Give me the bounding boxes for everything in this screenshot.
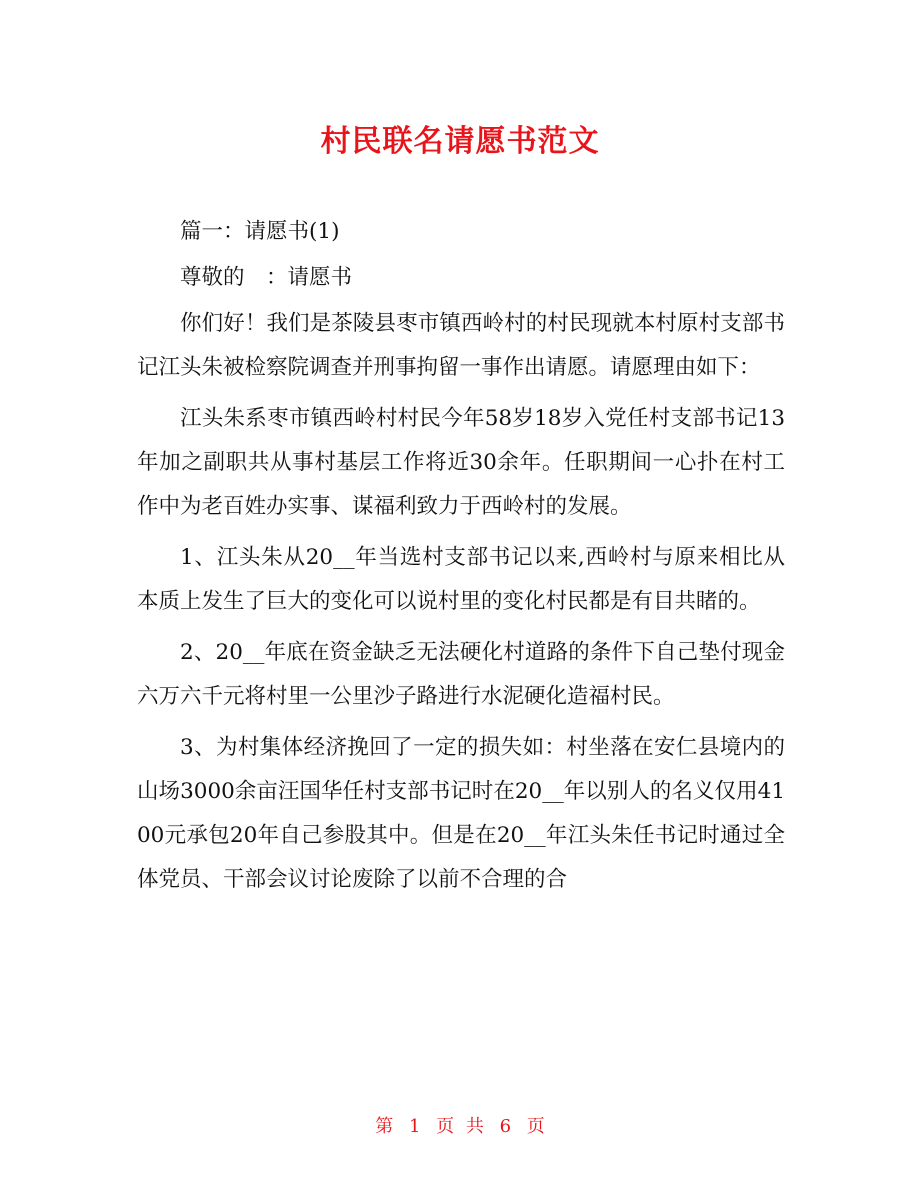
footer-prefix: 第 (375, 1116, 394, 1137)
paragraph-background: 江头朱系枣市镇西岭村村民今年58岁18岁入党任村支部书记13年加之副职共从事村基层工作将近30余年。任职期间一心扑在村工作中为老百姓办实事、谋福利致力于西岭村的发展。 (137, 406, 785, 519)
document-body (137, 210, 785, 909)
footer-mid: 页 共 (436, 1116, 484, 1137)
document-title: 村民联名请愿书范文 (320, 124, 600, 159)
paragraph-reason-3: 3、为村集体经济挽回了一定的损失如：村坐落在安仁县境内的山场3000余亩汪国华任村支部书记时在20__年以别人的名义仅用4100元承包20年自己参股其中。但是在20__年江头朱任书记时通过全体党员、干部会议讨论废除了以前不合理的合 (137, 735, 785, 892)
paragraph-salutation: 尊敬的 ：请愿书 (180, 265, 353, 290)
paragraph-section-heading: 篇一：请愿书(1) (180, 219, 340, 244)
paragraph-intro: 你们好！我们是茶陵县枣市镇西岭村的村民现就本村原村支部书记江头朱被检察院调查并刑事拘留一事作出请愿。请愿理由如下： (137, 311, 785, 380)
page-footer (0, 1112, 920, 1138)
paragraph-reason-2: 2、20__年底在资金缺乏无法硬化村道路的条件下自己垫付现金六万六千元将村里一公里沙子路进行水泥硬化造福村民。 (137, 640, 785, 709)
paragraph-reason-1: 1、江头朱从20__年当选村支部书记以来,西岭村与原来相比从本质上发生了巨大的变化可以说村里的变化村民都是有目共睹的。 (137, 545, 785, 614)
footer-current-page: 1 (408, 1116, 421, 1137)
footer-suffix: 页 (526, 1116, 545, 1137)
footer-total-pages: 6 (499, 1116, 512, 1137)
